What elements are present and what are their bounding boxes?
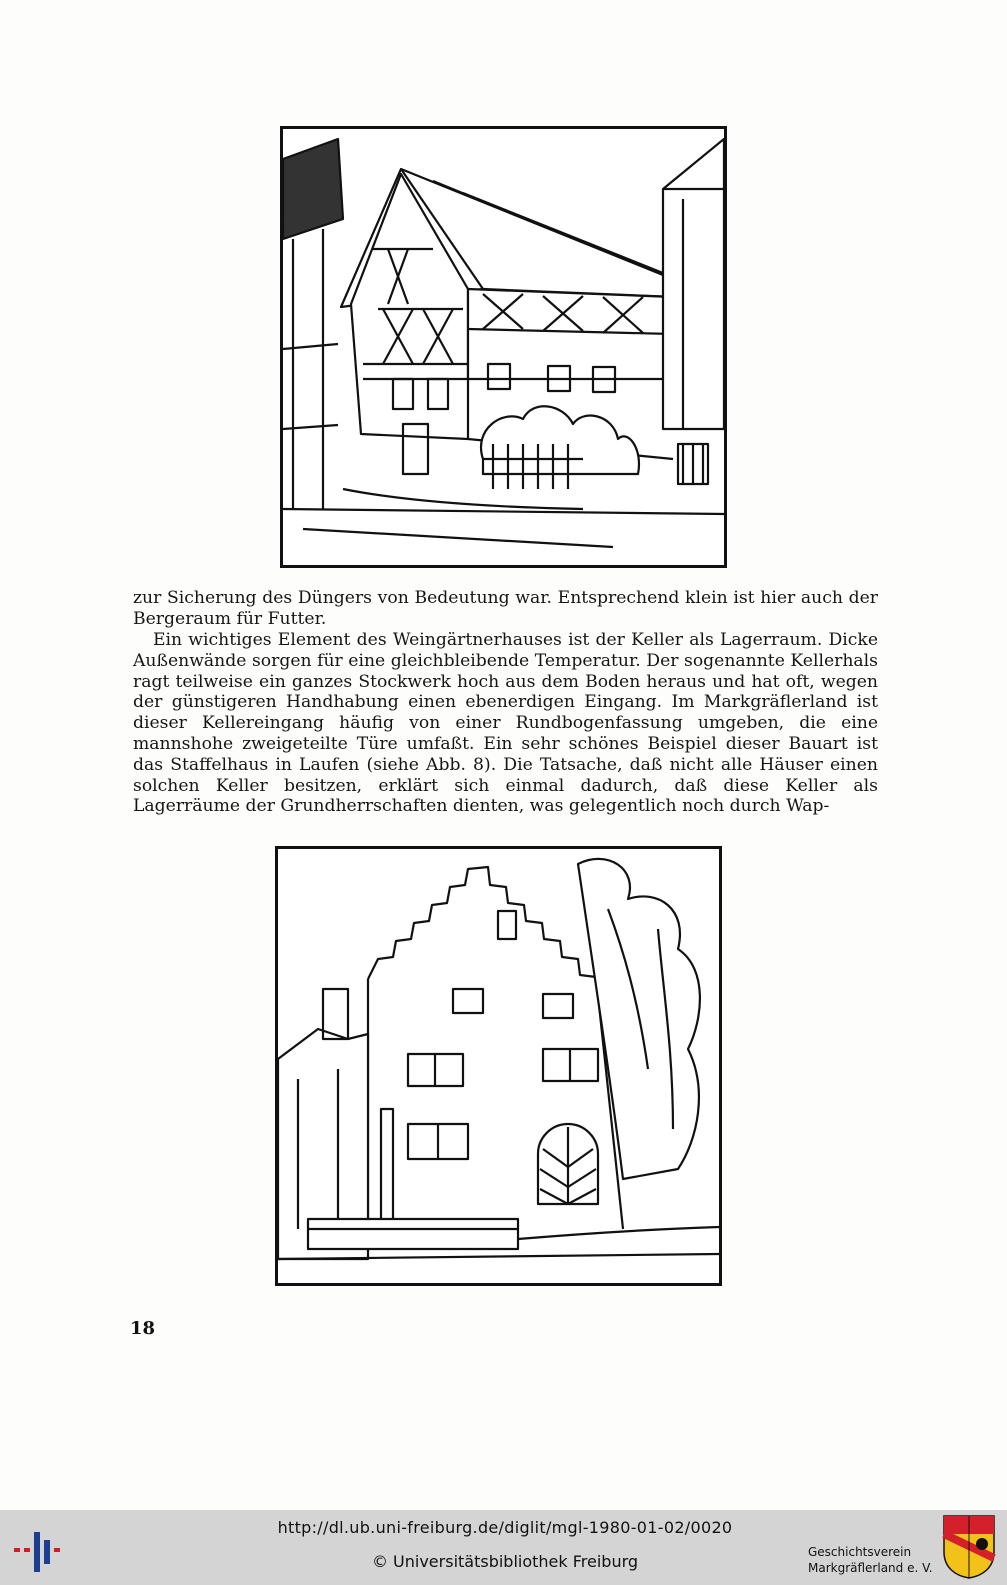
illustration-staffelhaus — [275, 846, 722, 1286]
staffelhaus-drawing — [278, 849, 719, 1283]
paragraph-cellar — [133, 630, 878, 817]
society-line-1: Geschichtsverein — [808, 1545, 912, 1559]
markgraeflerland-coat-of-arms-icon — [942, 1514, 996, 1580]
page-number: 18 — [130, 1318, 156, 1339]
society-name — [808, 1544, 938, 1576]
paragraph-continuation — [133, 588, 878, 630]
illustration-half-timbered-house — [280, 126, 727, 568]
half-timbered-house-drawing — [283, 129, 724, 565]
paragraph-2-text: Ein wichtiges Element des Weingärtnerhauses ist der Keller als Lagerraum. Dicke Außenwände sorgen für eine gleichbleibende Temperatur. Der sogenannte Kellerhals ragt teilweise ein ganzes Stockwerk hoch aus dem Boden heraus und hat oft, wegen der günstigeren Handhabung einen ebenerdigen Eingang. Im Markgräflerland ist dieser Kellereingang häufig von einer Rundbogenfassung umgeben, die eine mannshohe zweigeteilte Türe umfaßt. Ein sehr schönes Beispiel dieser Bauart ist das Staffelhaus in Laufen (siehe Abb. 8). Die Tatsache, daß nicht alle Häuser einen solchen Keller besitzen, erklärt sich einmal dadurch, daß diese Keller als Lagerräume der Grundherrschaften dienten, was gelegentlich noch durch Wap- — [133, 630, 878, 817]
copyright-text: © Universitätsbibliothek Freiburg — [371, 1552, 639, 1571]
ub-freiburg-logo-icon — [12, 1528, 62, 1574]
paragraph-1-text: zur Sicherung des Düngers von Bedeutung war. Entsprechend klein ist hier auch der Bergeraum für Futter. — [133, 588, 878, 629]
footer-bar — [0, 1510, 1007, 1585]
society-line-2: Markgräflerland e. V. — [808, 1561, 933, 1575]
document-url-link[interactable]: http://dl.ub.uni-freiburg.de/diglit/mgl-1980-01-02/0020 — [277, 1518, 733, 1537]
